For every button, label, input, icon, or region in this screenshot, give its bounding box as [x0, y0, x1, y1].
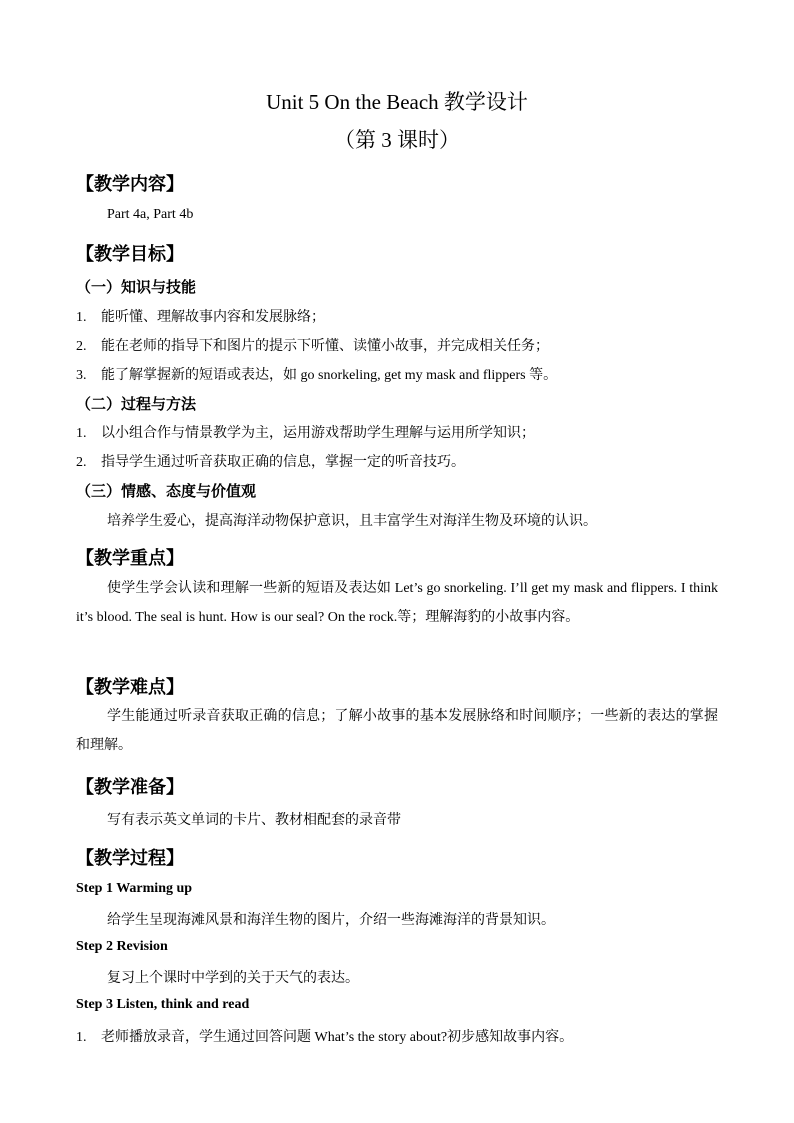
section-heading-difficulties: 【教学难点】 [76, 677, 184, 697]
list-text: 能听懂、理解故事内容和发展脉络； [101, 310, 325, 325]
list-number: 1. [76, 426, 87, 441]
step-text: 给学生呈现海滩风景和海洋生物的图片，介绍一些海滩海洋的背景知识。 [107, 913, 555, 928]
preparation-text: 写有表示英文单词的卡片、教材相配套的录音带 [107, 813, 401, 828]
list-number: 2. [76, 455, 87, 470]
section-heading-process: 【教学过程】 [76, 848, 184, 868]
list-item [76, 1026, 573, 1046]
list-item [76, 364, 557, 384]
subsection-title-attitude: （三）情感、态度与价值观 [76, 484, 257, 500]
key-points-text: 使学生学会认读和理解一些新的短语及表达如 Let’s go snorkeling. I’ll get my mask and flippers. I think it’s blood. The seal is hunt. How is our seal? On the rock.等；理解海豹的小故事内容。 [76, 581, 718, 625]
step-title: Step 2 Revision [76, 939, 168, 954]
section-heading-goals: 【教学目标】 [76, 244, 184, 264]
difficulties-text: 学生能通过听录音获取正确的信息；了解小故事的基本发展脉络和时间顺序；一些新的表达的掌握和理解。 [76, 709, 718, 753]
list-item [76, 422, 535, 442]
section-heading-key-points: 【教学重点】 [76, 548, 184, 568]
section-heading-content: 【教学内容】 [76, 174, 184, 194]
subsection-title-process: （二）过程与方法 [76, 397, 197, 413]
content-text: Part 4a, Part 4b [107, 207, 194, 222]
step-text: 复习上个课时中学到的关于天气的表达。 [107, 971, 359, 986]
list-number: 1. [76, 310, 87, 325]
list-number: 3. [76, 368, 87, 383]
step-title: Step 1 Warming up [76, 881, 193, 896]
section-heading-preparation: 【教学准备】 [76, 777, 184, 797]
list-item [76, 451, 465, 471]
list-text: 老师播放录音，学生通过回答问题 What’s the story about?初步感知故事内容。 [101, 1030, 574, 1045]
list-text: 能在老师的指导下和图片的提示下听懂、读懂小故事，并完成相关任务； [101, 339, 549, 354]
list-item [76, 306, 325, 326]
list-text: 能了解掌握新的短语或表达，如 go snorkeling, get my mask and flippers 等。 [101, 368, 558, 383]
attitude-text: 培养学生爱心，提高海洋动物保护意识，且丰富学生对海洋生物及环境的认识。 [107, 514, 597, 529]
subsection-title-knowledge: （一）知识与技能 [76, 280, 197, 296]
list-number: 1. [76, 1030, 87, 1045]
document-title: Unit 5 On the Beach 教学设计 [266, 90, 528, 114]
list-text: 以小组合作与情景教学为主，运用游戏帮助学生理解与运用所学知识； [101, 426, 535, 441]
lesson-subtitle: （第 3 课时） [334, 128, 460, 152]
step-title: Step 3 Listen, think and read [76, 997, 250, 1012]
list-item [76, 335, 549, 355]
list-number: 2. [76, 339, 87, 354]
list-text: 指导学生通过听音获取正确的信息，掌握一定的听音技巧。 [101, 455, 465, 470]
